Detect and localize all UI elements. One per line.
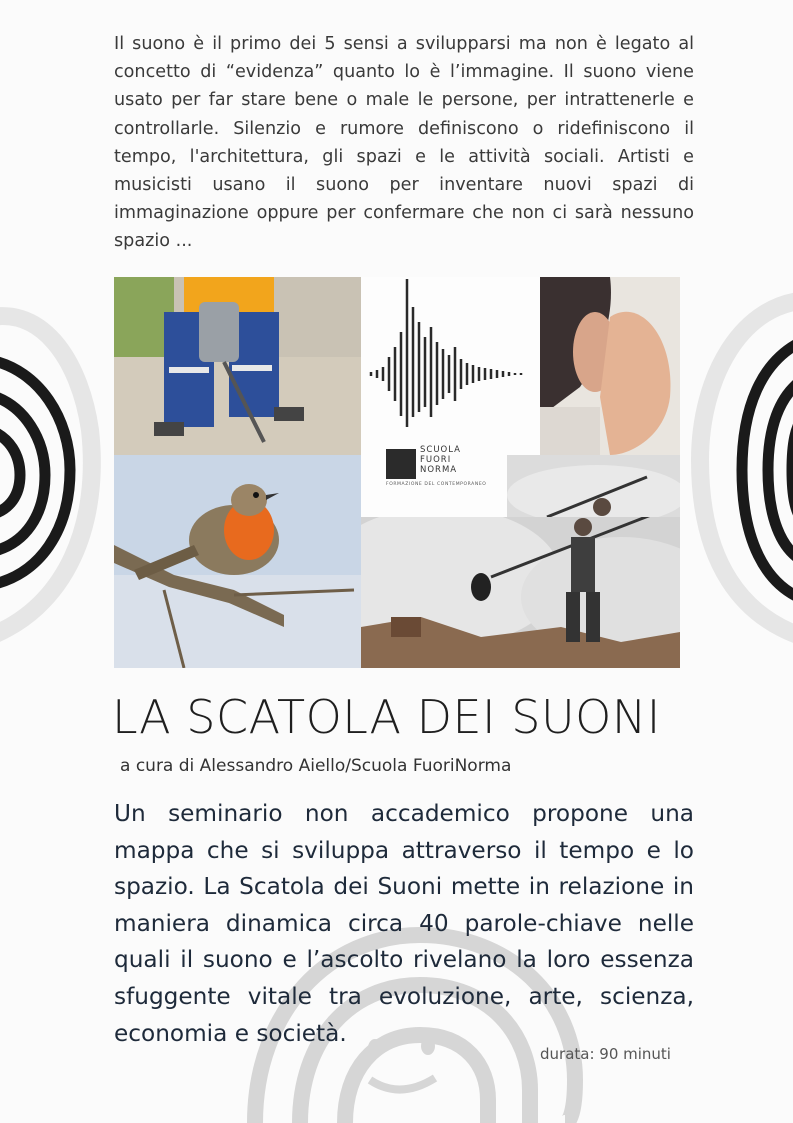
logo-tagline: FORMAZIONE DEL CONTEMPORANEO xyxy=(386,482,487,487)
steam-photo-top xyxy=(507,455,680,517)
left-spiral xyxy=(0,360,70,585)
waveform-image xyxy=(361,277,540,455)
logo-mark-icon xyxy=(386,449,416,479)
logo-line-1: SCUOLA xyxy=(420,445,461,455)
duration-label: durata: 90 minuti xyxy=(540,1045,671,1063)
spiral-face-mouth xyxy=(370,1078,435,1090)
curator-subtitle: a cura di Alessandro Aiello/Scuola FuoriNorma xyxy=(120,756,512,776)
robin-bird-photo xyxy=(114,455,361,668)
page-title: LA SCATOLA DEI SUONI xyxy=(112,690,661,744)
ear-listening-photo xyxy=(540,277,680,455)
logo-wordmark xyxy=(420,445,461,475)
scuola-fuorinorma-logo xyxy=(386,445,496,495)
right-spiral xyxy=(742,340,793,600)
logo-line-2: FUORI xyxy=(420,455,452,465)
description-paragraph: Un seminario non accademico propone una mappa che si sviluppa attraverso il tempo e lo spazio. La Scatola dei Suoni mette in relazione in maniera dinamica circa 40 parole-chiave nelle quali il suono e l’ascolto rivelano la loro essenza sfuggente vitale tra evoluzione, arte, scienza, economia e società. xyxy=(114,800,694,1047)
intro-paragraph: Il suono è il primo dei 5 sensi a svilupparsi ma non è legato al concetto di “evidenza” quanto lo è l’immagine. Il suono viene usato per far stare bene o male le persone, per intrattenerle e controllarle. Silenzio e rumore definiscono o ridefiniscono il tempo, l'architettura, gli spazi e le attività sociali. Artisti e musicisti usano il suono per inventare nuovi spazi di immaginazione oppure per confermare che non ci sarà nessuno spazio ... xyxy=(114,34,694,252)
field-recording-photo xyxy=(361,517,680,668)
worker-photo xyxy=(114,277,361,455)
logo-line-3: NORMA xyxy=(420,465,458,475)
